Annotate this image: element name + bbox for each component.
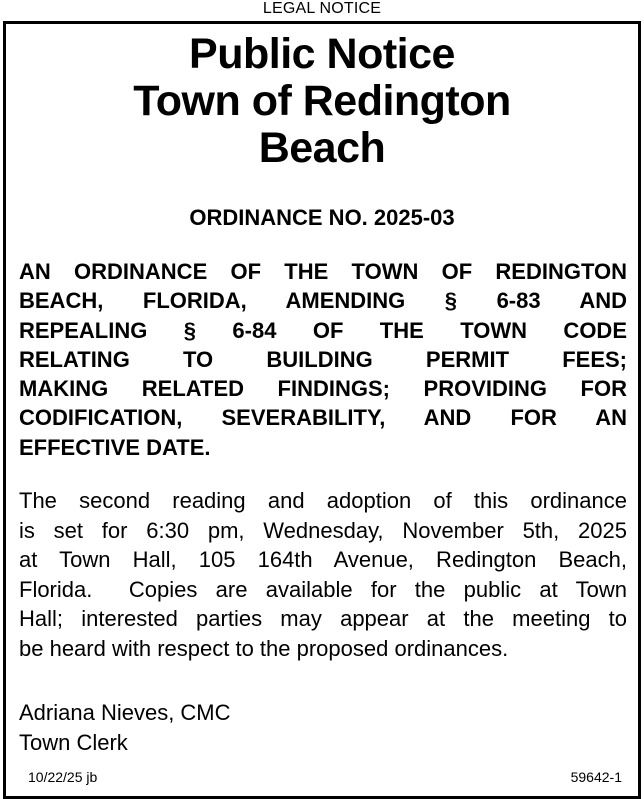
caption-line: AN ORDINANCE OF THE TOWN OF REDINGTON — [19, 259, 627, 284]
caption-line: CODIFICATION, SEVERABILITY, AND FOR AN — [19, 405, 627, 431]
ordinance-number: ORDINANCE NO. 2025-03 — [189, 205, 455, 230]
notice-title — [0, 31, 644, 172]
caption-line: BEACH, FLORIDA, AMENDING § 6-83 AND — [19, 288, 627, 314]
title-line: Town of Redington — [133, 77, 511, 125]
legal-notice-label: LEGAL NOTICE — [257, 0, 387, 17]
body-line: at Town Hall, 105 164th Avenue, Redington Beach, — [19, 547, 627, 572]
clerk-name: Adriana Nieves, CMC — [19, 700, 231, 725]
notice-body — [19, 486, 627, 663]
caption-line: RELATING TO BUILDING PERMIT FEES; — [19, 346, 627, 372]
ordinance-caption — [19, 257, 627, 462]
ad-number: 59642-1 — [570, 769, 622, 785]
caption-line: EFFECTIVE DATE. — [19, 434, 211, 460]
legal-notice-header — [0, 0, 644, 20]
body-line: Florida. Copies are available for the public at Town — [19, 576, 627, 602]
caption-line: MAKING RELATED FINDINGS; PROVIDING FOR — [19, 376, 627, 402]
body-line: be heard with respect to the proposed ordinances. — [19, 635, 509, 661]
body-line: Hall; interested parties may appear at the meeting to — [19, 606, 627, 631]
body-line: The second reading and adoption of this ordinance — [19, 488, 627, 513]
body-line: is set for 6:30 pm, Wednesday, November 5th, 2025 — [19, 517, 627, 543]
caption-line: REPEALING § 6-84 OF THE TOWN CODE — [19, 317, 627, 343]
publication-date: 10/22/25 jb — [28, 769, 98, 785]
title-line: Public Notice — [189, 30, 455, 78]
title-line: Beach — [258, 124, 386, 172]
clerk-title: Town Clerk — [19, 730, 128, 755]
signature-block — [19, 698, 231, 758]
